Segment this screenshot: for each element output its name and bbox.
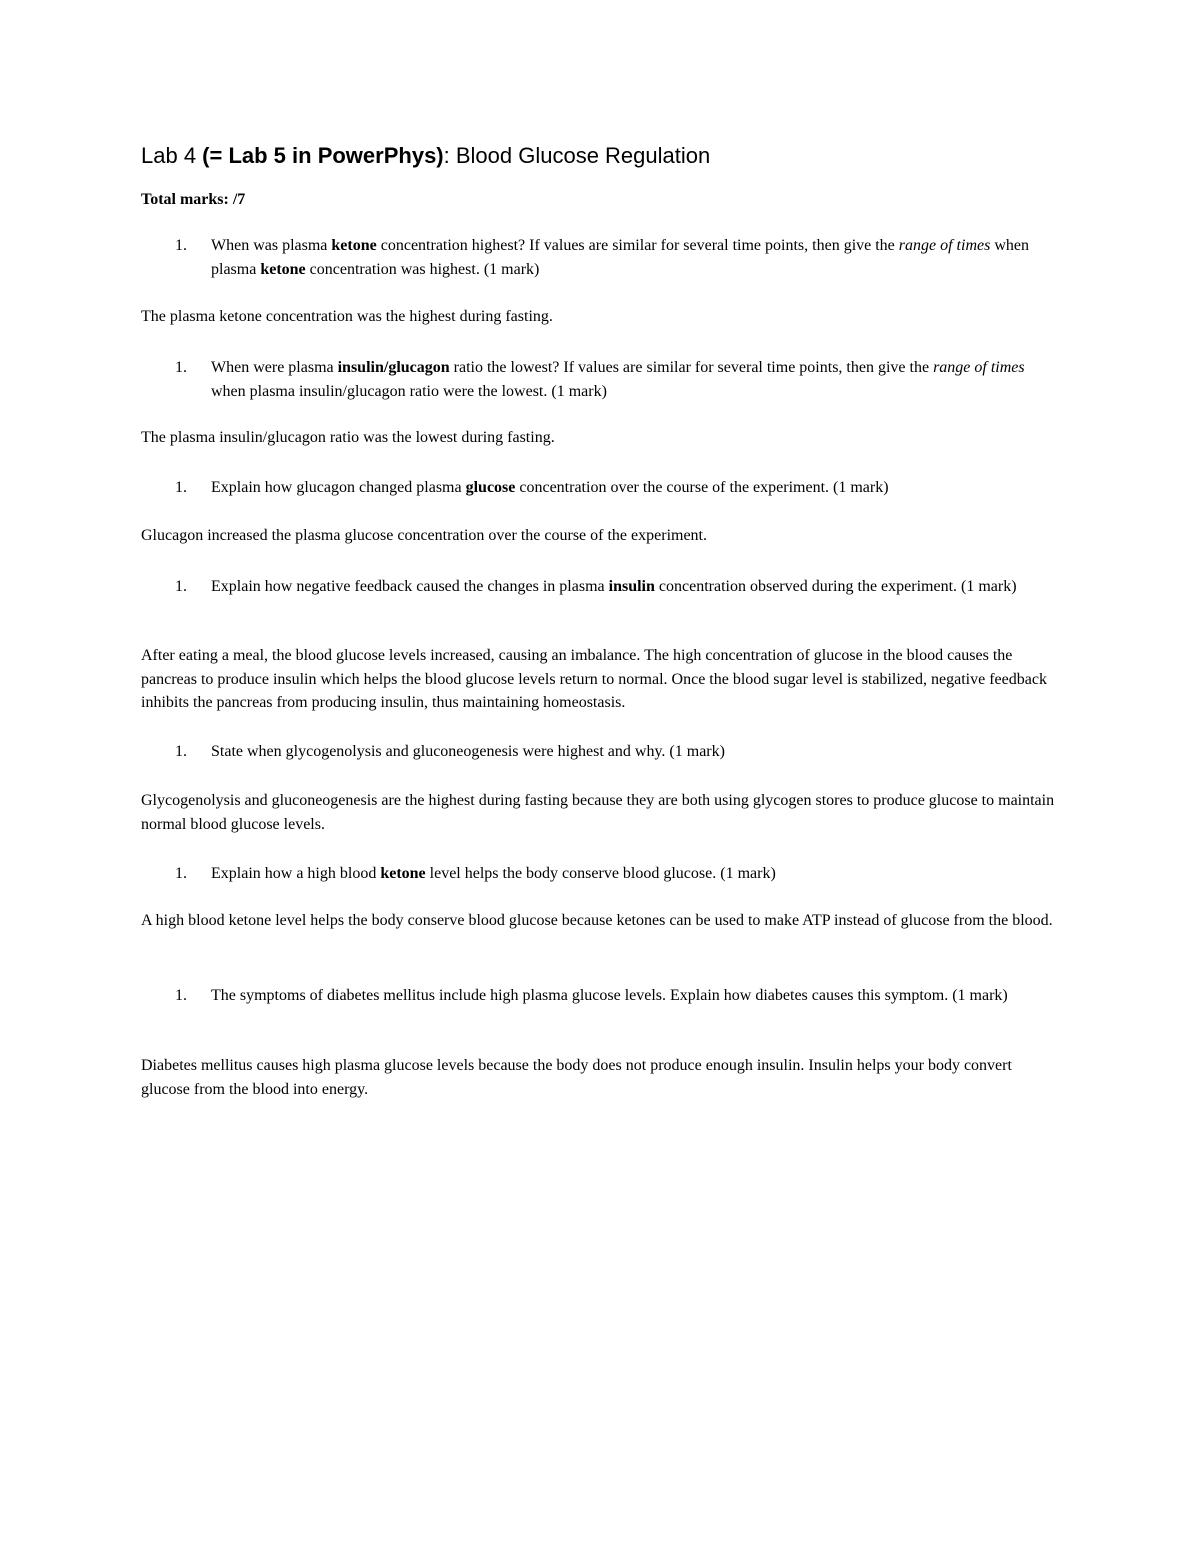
question-text-part: level helps the body conserve blood glucose. (1 mark) bbox=[425, 865, 776, 882]
answer-3: Glucagon increased the plasma glucose concentration over the course of the experiment. bbox=[141, 527, 707, 544]
answer-2: The plasma insulin/glucagon ratio was the lowest during fasting. bbox=[141, 429, 555, 446]
page-title bbox=[141, 141, 1101, 171]
question-text-part: when plasma insulin/glucagon ratio were the lowest. (1 mark) bbox=[211, 382, 607, 400]
question-keyword: ketone bbox=[260, 260, 306, 278]
question-text bbox=[211, 476, 1061, 500]
question-7 bbox=[141, 984, 1061, 1008]
question-text-part: concentration over the course of the experiment. (1 mark) bbox=[515, 479, 889, 496]
question-keyword: glucose bbox=[465, 479, 516, 496]
question-number: 1. bbox=[175, 479, 187, 496]
question-1 bbox=[141, 234, 1061, 281]
question-emphasis: range of times bbox=[898, 237, 991, 254]
answer-1: The plasma ketone concentration was the highest during fasting. bbox=[141, 308, 553, 325]
question-text-part: Explain how glucagon changed plasma bbox=[211, 479, 466, 496]
total-marks: Total marks: /7 bbox=[141, 191, 246, 208]
question-text bbox=[211, 575, 1061, 599]
question-keyword: insulin bbox=[608, 578, 655, 595]
answer-6: A high blood ketone level helps the body conserve blood glucose because ketones can be used to make ATP instead of glucose from the blood. bbox=[141, 912, 1053, 929]
question-text-part: concentration was highest. (1 mark) bbox=[305, 260, 540, 278]
question-4 bbox=[141, 575, 1061, 599]
question-text-part: when plasma bbox=[211, 237, 1029, 278]
question-keyword: insulin/glucagon bbox=[337, 359, 450, 376]
title-lab-reference: (= Lab 5 in PowerPhys) bbox=[202, 143, 444, 168]
question-2 bbox=[141, 356, 1061, 403]
question-5 bbox=[141, 740, 1061, 764]
question-text-part: When was plasma bbox=[211, 237, 332, 254]
question-number: 1. bbox=[175, 578, 187, 595]
question-text-part: The symptoms of diabetes mellitus include high plasma glucose levels. Explain how diabetes causes this symptom. (1 mark) bbox=[211, 987, 1008, 1004]
question-text bbox=[211, 234, 1061, 281]
question-keyword: ketone bbox=[331, 237, 377, 254]
question-3 bbox=[141, 476, 1061, 500]
question-emphasis: range of times bbox=[933, 359, 1025, 376]
question-text-part: ratio the lowest? If values are similar for several time points, then give the bbox=[449, 359, 934, 376]
question-text-part: State when glycogenolysis and gluconeogenesis were highest and why. (1 mark) bbox=[211, 743, 725, 760]
question-text-part: concentration highest? If values are similar for several time points, then give the bbox=[376, 237, 899, 254]
question-text-part: Explain how a high blood bbox=[211, 865, 381, 882]
question-text-part: Explain how negative feedback caused the changes in plasma bbox=[211, 578, 609, 595]
question-text-part: concentration observed during the experiment. (1 mark) bbox=[654, 578, 1017, 595]
question-text bbox=[211, 862, 1061, 886]
question-number: 1. bbox=[175, 865, 187, 882]
question-text-part: When were plasma bbox=[211, 359, 338, 376]
question-text bbox=[211, 740, 1061, 764]
question-text bbox=[211, 984, 1061, 1008]
question-6 bbox=[141, 862, 1061, 886]
question-number: 1. bbox=[175, 237, 187, 254]
title-part3: : Blood Glucose Regulation bbox=[443, 143, 711, 168]
answer-4: After eating a meal, the blood glucose levels increased, causing an imbalance. The high concentration of glucose in the blood causes the pancreas to produce insulin which helps the blood glucose levels return to normal. Once the blood sugar level is stabilized, negative feedback inhibits the pancreas from producing insulin, thus maintaining homeostasis. bbox=[141, 647, 1047, 711]
question-keyword: ketone bbox=[380, 865, 426, 882]
title-part1: Lab 4 bbox=[141, 143, 203, 168]
question-number: 1. bbox=[175, 987, 187, 1004]
question-text bbox=[211, 356, 1061, 403]
answer-5: Glycogenolysis and gluconeogenesis are the highest during fasting because they are both using glycogen stores to produce glucose to maintain normal blood glucose levels. bbox=[141, 792, 1055, 833]
question-number: 1. bbox=[175, 359, 187, 376]
question-number: 1. bbox=[175, 743, 187, 760]
answer-7: Diabetes mellitus causes high plasma glucose levels because the body does not produce enough insulin. Insulin helps your body convert glucose from the blood into energy. bbox=[141, 1057, 1012, 1098]
